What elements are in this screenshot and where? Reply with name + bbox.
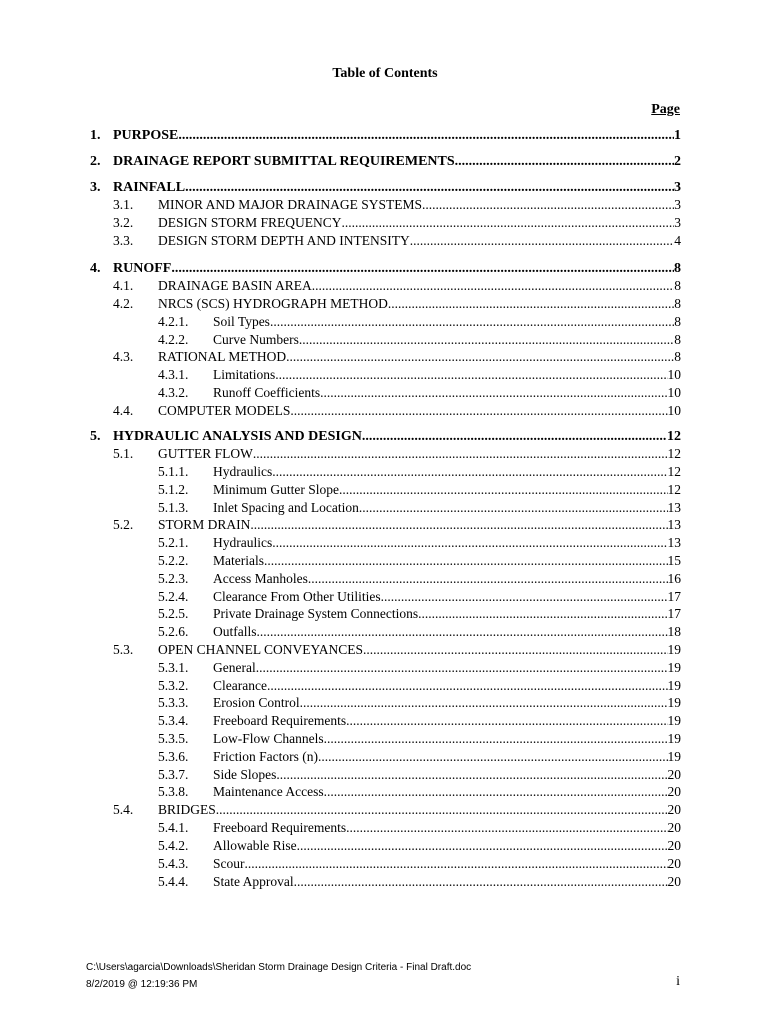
toc-entry[interactable] bbox=[0, 801, 770, 819]
toc-entry-label: Private Drainage System Connections bbox=[213, 606, 419, 621]
toc-entry-page: 19 bbox=[667, 695, 681, 710]
toc-entry-line bbox=[213, 534, 681, 552]
toc-entry[interactable] bbox=[0, 313, 770, 331]
toc-entry-number: 4.2. bbox=[113, 296, 134, 311]
toc-entry-page: 10 bbox=[667, 367, 681, 382]
toc-entry-page: 13 bbox=[667, 517, 681, 532]
toc-entry-line bbox=[213, 499, 681, 517]
dot-leader bbox=[272, 463, 667, 481]
toc-entry[interactable] bbox=[0, 153, 770, 171]
dot-leader bbox=[178, 127, 674, 145]
toc-entry[interactable] bbox=[0, 588, 770, 606]
toc-entry-line bbox=[158, 641, 681, 659]
toc-entry-label: Access Manholes bbox=[213, 571, 308, 586]
toc-entry-number: 4.4. bbox=[113, 403, 134, 418]
dot-leader bbox=[300, 694, 668, 712]
toc-entry[interactable] bbox=[0, 570, 770, 588]
toc-entry-page: 20 bbox=[667, 784, 681, 799]
toc-entry-page: 17 bbox=[667, 589, 681, 604]
dot-leader bbox=[346, 712, 667, 730]
toc-entry-page: 8 bbox=[674, 278, 681, 293]
toc-entry[interactable] bbox=[0, 623, 770, 641]
toc-entry[interactable] bbox=[0, 819, 770, 837]
toc-entry[interactable] bbox=[0, 855, 770, 873]
toc-entry-label: Inlet Spacing and Location bbox=[213, 500, 359, 515]
toc-entry-number: 5.4.1. bbox=[158, 820, 189, 835]
toc-entry[interactable] bbox=[0, 481, 770, 499]
toc-entry[interactable] bbox=[0, 605, 770, 623]
toc-entry-number: 5.3.1. bbox=[158, 660, 189, 675]
toc-entry-page: 2 bbox=[674, 154, 681, 169]
toc-entry-label: OPEN CHANNEL CONVEYANCES bbox=[158, 642, 364, 657]
toc-entry-line bbox=[158, 445, 681, 463]
toc-entry-line bbox=[213, 623, 681, 641]
toc-entry-label: STORM DRAIN bbox=[158, 517, 251, 532]
toc-entry-page: 15 bbox=[667, 553, 681, 568]
toc-entry-label: Maintenance Access bbox=[213, 784, 324, 799]
toc-entry[interactable] bbox=[0, 694, 770, 712]
toc-entry-line bbox=[158, 232, 681, 250]
toc-entry-page: 19 bbox=[667, 731, 681, 746]
dot-leader bbox=[388, 295, 674, 313]
toc-entry-line bbox=[213, 331, 681, 349]
toc-entry-line bbox=[113, 428, 681, 446]
dot-leader bbox=[339, 481, 668, 499]
toc-entry-label: Clearance From Other Utilities bbox=[213, 589, 381, 604]
toc-entry-label: Friction Factors (n) bbox=[213, 749, 318, 764]
toc-entry-label: Curve Numbers bbox=[213, 332, 299, 347]
toc-entry-number: 3.1. bbox=[113, 197, 134, 212]
toc-entry[interactable] bbox=[0, 428, 770, 446]
toc-entry-line bbox=[213, 712, 681, 730]
dot-leader bbox=[250, 516, 667, 534]
toc-entry[interactable] bbox=[0, 348, 770, 366]
toc-entry-label: RATIONAL METHOD bbox=[158, 349, 287, 364]
toc-entry[interactable] bbox=[0, 712, 770, 730]
dot-leader bbox=[216, 801, 668, 819]
toc-entry[interactable] bbox=[0, 516, 770, 534]
dot-leader bbox=[312, 277, 674, 295]
toc-entry-number: 4.2.2. bbox=[158, 332, 189, 347]
toc-entry-line bbox=[158, 348, 681, 366]
toc-entry-line bbox=[213, 783, 681, 801]
toc-entry-line bbox=[213, 481, 681, 499]
toc-entry-number: 5.4.4. bbox=[158, 874, 189, 889]
dot-leader bbox=[256, 659, 668, 677]
toc-entry-number: 3.3. bbox=[113, 233, 134, 248]
toc-entry-line bbox=[213, 570, 681, 588]
page-column-heading: Page bbox=[651, 102, 680, 117]
toc-entry-line bbox=[113, 127, 681, 145]
toc-entry-page: 20 bbox=[667, 767, 681, 782]
toc-entry[interactable] bbox=[0, 677, 770, 695]
toc-entry-line bbox=[158, 196, 681, 214]
dot-leader bbox=[290, 402, 667, 420]
toc-entry-line bbox=[213, 694, 681, 712]
dot-leader bbox=[185, 179, 674, 197]
toc-entry[interactable] bbox=[0, 179, 770, 197]
toc-entry-number: 5.4.3. bbox=[158, 856, 189, 871]
toc-entry-label: Low-Flow Channels bbox=[213, 731, 324, 746]
toc-entry-label: DESIGN STORM FREQUENCY bbox=[158, 215, 342, 230]
dot-leader bbox=[410, 232, 674, 250]
toc-entry[interactable] bbox=[0, 384, 770, 402]
toc-entry-page: 20 bbox=[667, 874, 681, 889]
toc-entry-line bbox=[213, 873, 681, 891]
toc-entry[interactable] bbox=[0, 659, 770, 677]
toc-entry-label: DRAINAGE REPORT SUBMITTAL REQUIREMENTS bbox=[113, 154, 455, 169]
toc-entry-number: 5.4.2. bbox=[158, 838, 189, 853]
dot-leader bbox=[324, 730, 668, 748]
toc-entry-number: 5.2.4. bbox=[158, 589, 189, 604]
dot-leader bbox=[324, 783, 668, 801]
toc-entry-number: 5.2.5. bbox=[158, 606, 189, 621]
dot-leader bbox=[245, 855, 668, 873]
toc-entry-label: BRIDGES bbox=[158, 802, 216, 817]
toc-entry-page: 19 bbox=[667, 660, 681, 675]
toc-entry-line bbox=[213, 659, 681, 677]
toc-entry-number: 4.3.1. bbox=[158, 367, 189, 382]
toc-entry-page: 20 bbox=[667, 856, 681, 871]
toc-entry[interactable] bbox=[0, 463, 770, 481]
toc-entry-line bbox=[158, 516, 681, 534]
dot-leader bbox=[270, 313, 674, 331]
toc-entry-number: 5.3. bbox=[113, 642, 134, 657]
toc-entry[interactable] bbox=[0, 214, 770, 232]
toc-entry-page: 13 bbox=[667, 500, 681, 515]
toc-entry-page: 16 bbox=[667, 571, 681, 586]
toc-entry[interactable] bbox=[0, 730, 770, 748]
dot-leader bbox=[318, 748, 668, 766]
toc-entry[interactable] bbox=[0, 331, 770, 349]
toc-entry-line bbox=[113, 153, 681, 171]
toc-entry[interactable] bbox=[0, 277, 770, 295]
toc-entry-line bbox=[213, 819, 681, 837]
toc-entry-label: Soil Types bbox=[213, 314, 270, 329]
toc-entry-line bbox=[213, 730, 681, 748]
toc-entry-number: 5.1.1. bbox=[158, 464, 189, 479]
toc-entry-label: NRCS (SCS) HYDROGRAPH METHOD bbox=[158, 296, 388, 311]
toc-entry-number: 5.1.3. bbox=[158, 500, 189, 515]
toc-entry-number: 5.2.3. bbox=[158, 571, 189, 586]
toc-entry-page: 4 bbox=[674, 233, 681, 248]
toc-entry-line bbox=[213, 748, 681, 766]
toc-entry-line bbox=[213, 313, 681, 331]
toc-entry-number: 4.3.2. bbox=[158, 385, 189, 400]
toc-entry-number: 5.2.6. bbox=[158, 624, 189, 639]
toc-entry-number: 5.2. bbox=[113, 517, 134, 532]
toc-entry-line bbox=[113, 260, 681, 278]
toc-entry-page: 20 bbox=[667, 820, 681, 835]
toc-entry-page: 19 bbox=[667, 713, 681, 728]
toc-entry-label: Freeboard Requirements bbox=[213, 820, 347, 835]
dot-leader bbox=[257, 623, 668, 641]
toc-entry-page: 17 bbox=[667, 606, 681, 621]
toc-entry-number: 4.1. bbox=[113, 278, 134, 293]
toc-entry-line bbox=[158, 214, 681, 232]
footer-page-number: i bbox=[676, 974, 680, 989]
dot-leader bbox=[362, 428, 667, 446]
toc-entry-page: 18 bbox=[667, 624, 681, 639]
toc-entry-number: 5.2.1. bbox=[158, 535, 189, 550]
toc-entry-line bbox=[213, 588, 681, 606]
toc-entry-number: 4.2.1. bbox=[158, 314, 189, 329]
toc-entry-label: DRAINAGE BASIN AREA bbox=[158, 278, 312, 293]
toc-entry-page: 1 bbox=[674, 128, 681, 143]
dot-leader bbox=[272, 534, 667, 552]
toc-entry-page: 20 bbox=[667, 802, 681, 817]
toc-entry-page: 10 bbox=[667, 403, 681, 418]
toc-entry[interactable] bbox=[0, 260, 770, 278]
toc-entry-page: 12 bbox=[667, 482, 681, 497]
toc-entry[interactable] bbox=[0, 837, 770, 855]
toc-entry-number: 1. bbox=[90, 128, 101, 143]
dot-leader bbox=[346, 819, 667, 837]
toc-entry-line bbox=[213, 605, 681, 623]
dot-leader bbox=[363, 641, 667, 659]
toc-entry-label: Minimum Gutter Slope bbox=[213, 482, 339, 497]
dot-leader bbox=[264, 552, 668, 570]
toc-entry-line bbox=[158, 295, 681, 313]
toc-entry-line bbox=[113, 179, 681, 197]
toc-entry[interactable] bbox=[0, 873, 770, 891]
toc-entry[interactable] bbox=[0, 127, 770, 145]
dot-leader bbox=[275, 366, 667, 384]
toc-entry-line bbox=[213, 366, 681, 384]
dot-leader bbox=[253, 445, 668, 463]
toc-entry-line bbox=[213, 837, 681, 855]
toc-entry-number: 2. bbox=[90, 154, 101, 169]
toc-entry-page: 12 bbox=[667, 464, 681, 479]
toc-entry-label: Allowable Rise bbox=[213, 838, 297, 853]
toc-entry[interactable] bbox=[0, 748, 770, 766]
toc-entry-page: 3 bbox=[674, 197, 681, 212]
toc-entry-line bbox=[213, 384, 681, 402]
toc-entry[interactable] bbox=[0, 402, 770, 420]
toc-entry-page: 19 bbox=[667, 678, 681, 693]
dot-leader bbox=[299, 331, 674, 349]
toc-entry-page: 3 bbox=[674, 215, 681, 230]
dot-leader bbox=[276, 766, 667, 784]
toc-entry-label: Scour bbox=[213, 856, 245, 871]
toc-entry-line bbox=[213, 855, 681, 873]
toc-entry-line bbox=[213, 552, 681, 570]
toc-entry-label: Limitations bbox=[213, 367, 276, 382]
toc-entry-label: DESIGN STORM DEPTH AND INTENSITY bbox=[158, 233, 410, 248]
dot-leader bbox=[297, 837, 668, 855]
toc-entry-number: 5.3.5. bbox=[158, 731, 189, 746]
toc-entry-label: GUTTER FLOW bbox=[158, 446, 253, 461]
footer-timestamp: 8/2/2019 @ 12:19:36 PM bbox=[86, 979, 198, 990]
dot-leader bbox=[359, 499, 668, 517]
toc-entry[interactable] bbox=[0, 366, 770, 384]
toc-entry-label: Outfalls bbox=[213, 624, 257, 639]
toc-entry-label: State Approval bbox=[213, 874, 294, 889]
toc-entry-number: 4.3. bbox=[113, 349, 134, 364]
toc-entry-line bbox=[158, 277, 681, 295]
toc-entry-label: RUNOFF bbox=[113, 261, 172, 276]
toc-entry-label: General bbox=[213, 660, 256, 675]
toc-entry-label: RAINFALL bbox=[113, 180, 186, 195]
dot-leader bbox=[381, 588, 668, 606]
toc-entry[interactable] bbox=[0, 766, 770, 784]
toc-entry-line bbox=[213, 463, 681, 481]
dot-leader bbox=[422, 196, 674, 214]
toc-entry-label: Side Slopes bbox=[213, 767, 277, 782]
toc-entry-number: 5.3.3. bbox=[158, 695, 189, 710]
toc-entry-label: COMPUTER MODELS bbox=[158, 403, 291, 418]
toc-entry-label: Clearance bbox=[213, 678, 267, 693]
toc-entry-label: Erosion Control bbox=[213, 695, 300, 710]
footer-file-path: C:\Users\agarcia\Downloads\Sheridan Storm Drainage Design Criteria - Final Draft.doc bbox=[86, 962, 472, 973]
toc-entry-label: Hydraulics bbox=[213, 535, 273, 550]
toc-entry-label: HYDRAULIC ANALYSIS AND DESIGN bbox=[113, 429, 362, 444]
toc-entry-number: 5.3.8. bbox=[158, 784, 189, 799]
toc-entry[interactable] bbox=[0, 534, 770, 552]
toc-entry-number: 5.1.2. bbox=[158, 482, 189, 497]
dot-leader bbox=[267, 677, 668, 695]
dot-leader bbox=[342, 214, 675, 232]
toc-entry-label: Freeboard Requirements bbox=[213, 713, 347, 728]
toc-entry[interactable] bbox=[0, 196, 770, 214]
toc-entry-page: 20 bbox=[667, 838, 681, 853]
toc-entry-number: 5.3.2. bbox=[158, 678, 189, 693]
toc-entry-page: 8 bbox=[674, 296, 681, 311]
toc-entry-page: 12 bbox=[667, 446, 681, 461]
toc-entry[interactable] bbox=[0, 232, 770, 250]
toc-entry-page: 8 bbox=[674, 261, 681, 276]
toc-entry-line bbox=[213, 677, 681, 695]
toc-entry-page: 3 bbox=[674, 180, 681, 195]
toc-entry-number: 4. bbox=[90, 261, 101, 276]
dot-leader bbox=[171, 260, 674, 278]
toc-entry[interactable] bbox=[0, 499, 770, 517]
toc-entry-number: 5.2.2. bbox=[158, 553, 189, 568]
toc-title: Table of Contents bbox=[332, 66, 438, 81]
toc-entry-label: Hydraulics bbox=[213, 464, 273, 479]
toc-entry-number: 5.3.7. bbox=[158, 767, 189, 782]
toc-entry[interactable] bbox=[0, 295, 770, 313]
toc-entry-page: 8 bbox=[674, 332, 681, 347]
toc-entry-number: 5.1. bbox=[113, 446, 134, 461]
toc-entry-number: 3.2. bbox=[113, 215, 134, 230]
toc-entry-page: 8 bbox=[674, 314, 681, 329]
toc-entry-number: 5. bbox=[90, 429, 101, 444]
dot-leader bbox=[308, 570, 668, 588]
toc-entry-label: Runoff Coefficients bbox=[213, 385, 321, 400]
toc-entry-label: Materials bbox=[213, 553, 264, 568]
dot-leader bbox=[286, 348, 674, 366]
toc-entry-page: 13 bbox=[667, 535, 681, 550]
dot-leader bbox=[455, 153, 674, 171]
toc-entry[interactable] bbox=[0, 783, 770, 801]
dot-leader bbox=[418, 605, 667, 623]
toc-entry-number: 5.3.4. bbox=[158, 713, 189, 728]
toc-entry-number: 5.4. bbox=[113, 802, 134, 817]
toc-entry[interactable] bbox=[0, 445, 770, 463]
toc-entry-label: PURPOSE bbox=[113, 128, 179, 143]
toc-entry-line bbox=[158, 801, 681, 819]
dot-leader bbox=[294, 873, 668, 891]
toc-entry-number: 3. bbox=[90, 180, 101, 195]
toc-entry-number: 5.3.6. bbox=[158, 749, 189, 764]
toc-entry-page: 8 bbox=[674, 349, 681, 364]
dot-leader bbox=[320, 384, 667, 402]
toc-entry-page: 12 bbox=[667, 429, 681, 444]
toc-entry-label: MINOR AND MAJOR DRAINAGE SYSTEMS bbox=[158, 197, 423, 212]
toc-entry-page: 19 bbox=[667, 749, 681, 764]
toc-entry-line bbox=[158, 402, 681, 420]
toc-entry[interactable] bbox=[0, 641, 770, 659]
toc-entry-page: 10 bbox=[667, 385, 681, 400]
toc-entry[interactable] bbox=[0, 552, 770, 570]
toc-entry-page: 19 bbox=[667, 642, 681, 657]
toc-entry-line bbox=[213, 766, 681, 784]
